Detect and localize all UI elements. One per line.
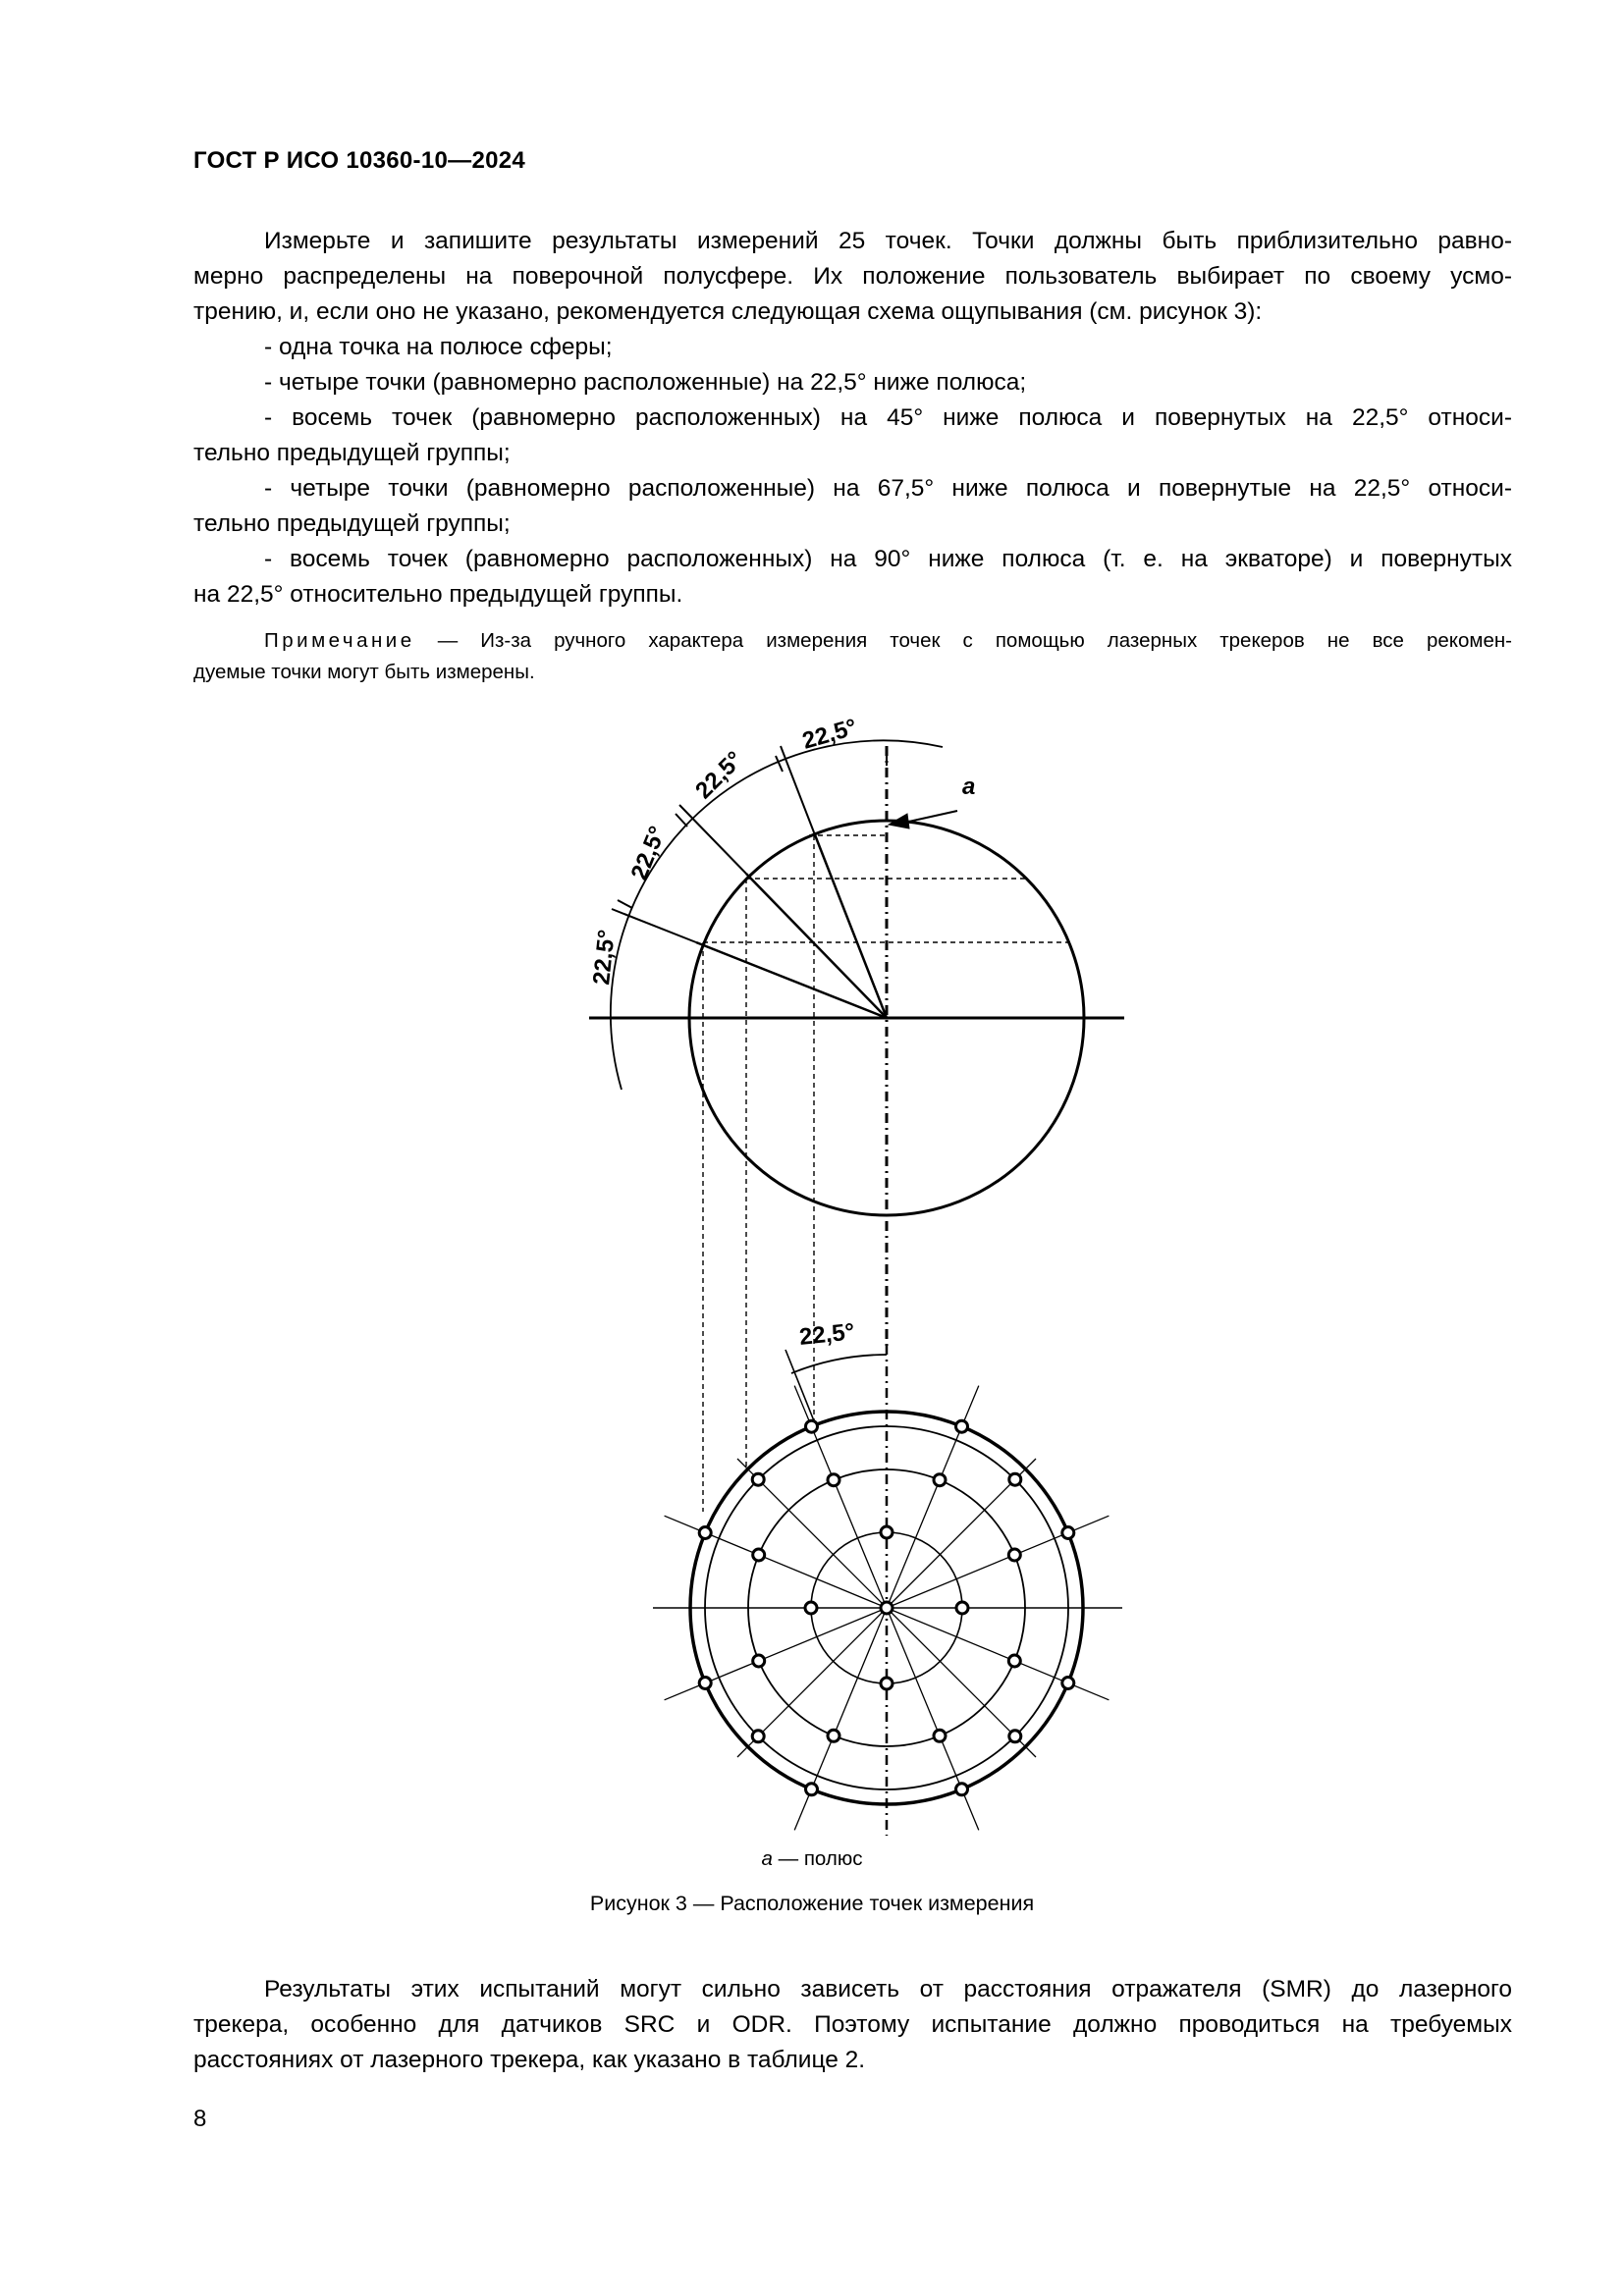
list-item-4a: - четыре точки (равномерно расположенные) на 67,5° ниже полюса и повернутые на 22,5° относи- <box>264 475 1512 502</box>
measurement-point <box>828 1730 839 1741</box>
outro-line-2: трекера, особенно для датчиков SRC и ODR. Поэтому испытание должно проводиться на требуемых <box>193 2011 1512 2038</box>
note-text-1: — Из-за ручного характера измерения точек с помощью лазерных трекеров не все рекомен- <box>414 629 1512 652</box>
note-label: Примечание <box>264 629 415 652</box>
measurement-point <box>881 1602 893 1614</box>
measurement-point <box>881 1526 893 1538</box>
legend-letter: a <box>761 1847 773 1870</box>
outro-line-3: расстояниях от лазерного трекера, как указано в таблице 2. <box>193 2047 866 2073</box>
intro-line-2: мерно распределены на поверочной полусфере. Их положение пользователь выбирает по своему усмо- <box>193 263 1512 290</box>
measurement-point <box>1062 1678 1074 1689</box>
list-item-4b: тельно предыдущей группы; <box>193 510 511 537</box>
measurement-point <box>1009 1731 1021 1742</box>
top-view-ray <box>794 1386 887 1608</box>
measurement-point <box>956 1784 968 1795</box>
document-header: ГОСТ Р ИСО 10360-10—2024 <box>193 147 526 174</box>
ray-ext-2 <box>679 805 746 874</box>
ray-22-5 <box>696 942 887 1018</box>
measurement-point <box>752 1731 764 1742</box>
angle-label-4: 22,5° <box>588 928 621 987</box>
pole-marker-label: a <box>962 774 976 800</box>
measurement-point <box>699 1678 711 1689</box>
top-view-ray <box>665 1516 887 1608</box>
arc-tick-2 <box>676 814 687 827</box>
measurement-point <box>828 1474 839 1486</box>
ray-45 <box>746 874 887 1018</box>
angle-label-3: 22,5° <box>625 822 672 884</box>
top-view-ray <box>887 1386 979 1608</box>
list-item-3a: - восемь точек (равномерно расположенных) на 45° ниже полюса и повернутых на 22,5° относи- <box>264 404 1512 431</box>
measurement-point <box>956 1420 968 1432</box>
list-item-5b: на 22,5° относительно предыдущей группы. <box>193 581 683 608</box>
measurement-point <box>753 1549 765 1561</box>
measurement-point <box>934 1474 946 1486</box>
angle-arc <box>611 740 943 1090</box>
intro-line-1: Измерьте и запишите результаты измерений 25 точек. Точки должны быть приблизительно равно- <box>264 228 1512 254</box>
arc-tick-1 <box>618 900 632 908</box>
outro-line-1: Результаты этих испытаний могут сильно зависеть от расстояния отражателя (SMR) до лазерного <box>264 1976 1512 2002</box>
measurement-point <box>881 1678 893 1689</box>
top-view-ray <box>887 1608 1109 1700</box>
outro-paragraph <box>193 1972 1512 2078</box>
angle-label-top-view: 22,5° <box>797 1318 856 1351</box>
angle-label-2: 22,5° <box>690 746 749 805</box>
list-item-2: - четыре точки (равномерно расположенные) на 22,5° ниже полюса; <box>264 369 1027 396</box>
measurement-point <box>1008 1549 1020 1561</box>
top-angle-leader <box>785 1350 815 1423</box>
measurement-point <box>1062 1527 1074 1539</box>
measurement-point <box>699 1527 711 1539</box>
measurement-point <box>1008 1655 1020 1667</box>
measurement-point <box>934 1730 946 1741</box>
figure-caption: Рисунок 3 — Расположение точек измерения <box>589 1892 1035 1915</box>
top-view-ray <box>794 1608 887 1830</box>
list-item-1: - одна точка на полюсе сферы; <box>264 334 613 360</box>
ray-67-5 <box>814 832 887 1018</box>
list-item-5a: - восемь точек (равномерно расположенных) на 90° ниже полюса (т. е. на экваторе) и повернутых <box>264 546 1512 572</box>
legend-text: — полюс <box>772 1847 863 1870</box>
top-angle-arc <box>791 1355 887 1373</box>
note-line-2: дуемые точки могут быть измерены. <box>193 661 535 683</box>
top-view-ray <box>887 1516 1109 1608</box>
arc-tick-3 <box>776 756 783 772</box>
measurement-point <box>806 1784 818 1795</box>
measurement-point <box>956 1602 968 1614</box>
measurement-point <box>753 1655 765 1667</box>
top-view-ray <box>665 1608 887 1700</box>
measurement-point <box>1009 1473 1021 1485</box>
intro-line-3: трению, и, если оно не указано, рекомендуется следующая схема ощупывания (см. рисунок 3): <box>193 298 1263 325</box>
page-number: 8 <box>193 2106 207 2132</box>
measurement-point <box>805 1602 817 1614</box>
measurement-point <box>752 1473 764 1485</box>
measurement-point <box>806 1420 818 1432</box>
list-item-3b: тельно предыдущей группы; <box>193 440 511 466</box>
figure-legend <box>0 1847 1624 1871</box>
angle-label-top: 22,5° <box>799 714 860 755</box>
top-view-ray <box>887 1608 979 1830</box>
